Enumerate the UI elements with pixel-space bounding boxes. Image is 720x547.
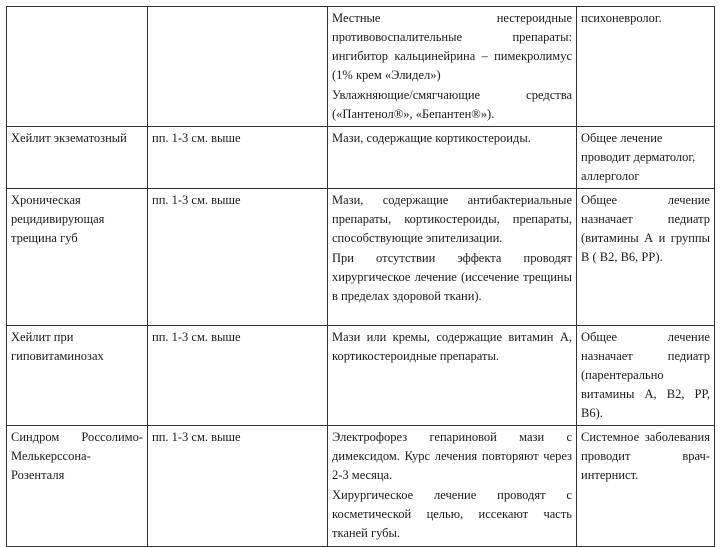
table-row (7, 426, 715, 547)
diagnostics-cell: пп. 1-3 см. выше (148, 326, 328, 426)
treatment-cell (328, 426, 577, 547)
treatment-paragraph: Местные нестероидные противовоспалительные препараты: ингибитор кальцинейрина – пимекролимус (1% крем «Элидел») (332, 11, 572, 82)
treatment-paragraph: Увлажняющие/смягчающие средства («Пантенол®», «Бепантен®»). (332, 88, 572, 121)
notes-cell: Общее лечение проводит дерматолог, аллерголог (577, 127, 715, 189)
notes-cell: психоневролог. (577, 7, 715, 127)
treatment-paragraph: Мази или кремы, содержащие витамин А, кортикостероидные препараты. (332, 330, 572, 363)
condition-cell: Хейлит при гиповитаминозах (7, 326, 148, 426)
treatment-paragraph: Хирургическое лечение проводят с косметической целью, иссекают часть тканей губы. (332, 488, 572, 540)
treatment-cell (328, 326, 577, 426)
treatment-cell (328, 127, 577, 189)
diagnostics-cell: пп. 1-3 см. выше (148, 189, 328, 326)
notes-cell: Системное заболевания проводит врач-интернист. (577, 426, 715, 547)
condition-cell: Хроническая рецидивирующая трещина губ (7, 189, 148, 326)
condition-cell: Хейлит экзематозный (7, 127, 148, 189)
treatment-cell (328, 7, 577, 127)
treatment-cell (328, 189, 577, 326)
treatment-paragraph: Мази, содержащие антибактериальные препараты, кортикостероиды, препараты, способствующие эпителизации. (332, 193, 572, 245)
diagnostics-cell: пп. 1-3 см. выше (148, 426, 328, 547)
table-row (7, 326, 715, 426)
table-row (7, 127, 715, 189)
treatment-paragraph: Мази, содержащие кортикостероиды. (332, 131, 531, 145)
table-row (7, 7, 715, 127)
treatment-paragraph: Электрофорез гепариновой мази с димексидом. Курс лечения повторяют через 2-3 месяца. (332, 430, 572, 482)
treatment-table (6, 6, 715, 547)
notes-cell: Общее лечение назначает педиатр (парентерально витамины А, В2, РР, В6). (577, 326, 715, 426)
condition-cell (7, 7, 148, 127)
treatment-paragraph: При отсутствии эффекта проводят хирургическое лечение (иссечение трещины в пределах здоровой ткани). (332, 251, 572, 303)
condition-cell: Синдром Россолимо-Мелькерссона-Розенталя (7, 426, 148, 547)
diagnostics-cell (148, 7, 328, 127)
notes-cell: Общее лечение назначает педиатр (витамины А и группы В ( В2, В6, РР). (577, 189, 715, 326)
diagnostics-cell: пп. 1-3 см. выше (148, 127, 328, 189)
table-row (7, 189, 715, 326)
